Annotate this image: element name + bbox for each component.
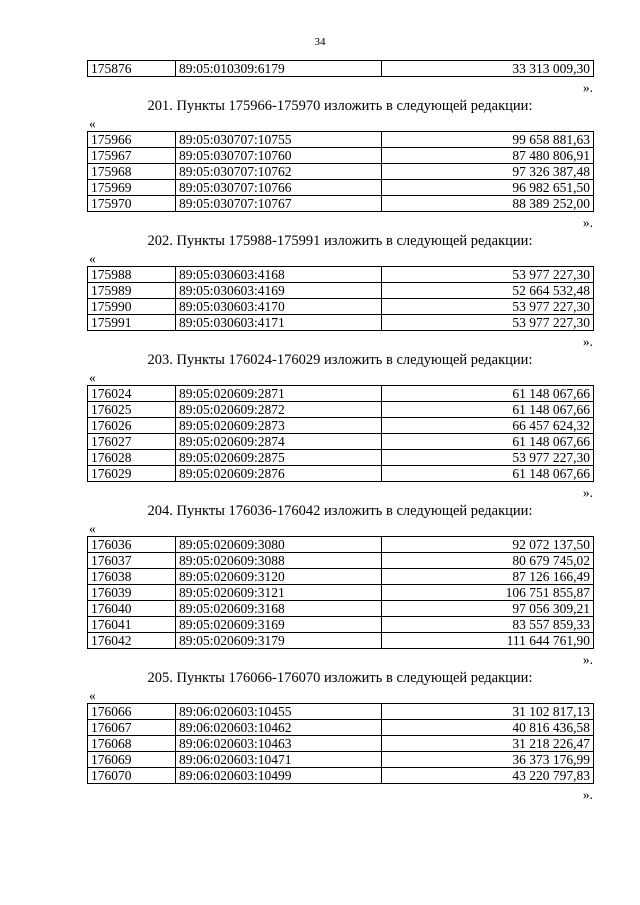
item-number-cell: 175988	[88, 267, 176, 283]
cadastral-number-cell: 89:05:020609:3169	[176, 617, 382, 633]
section-heading: 205. Пункты 176066-176070 изложить в следующей редакции:	[147, 670, 533, 686]
table-row	[88, 402, 594, 418]
document-body	[87, 60, 593, 803]
section-heading: 203. Пункты 176024-176029 изложить в следующей редакции:	[147, 352, 533, 368]
value-cell: 53 977 227,30	[382, 299, 594, 315]
cadastral-number-cell: 89:05:020609:2876	[176, 466, 382, 482]
amendment-section	[87, 668, 593, 803]
cadastral-number-cell: 89:05:020609:3179	[176, 633, 382, 649]
value-cell: 52 664 532,48	[382, 283, 594, 299]
cadastral-number-cell: 89:05:030707:10762	[176, 164, 382, 180]
item-number-cell: 175989	[88, 283, 176, 299]
item-number-cell: 176067	[88, 720, 176, 736]
cadastral-number-cell: 89:05:030603:4170	[176, 299, 382, 315]
table-row	[88, 768, 594, 784]
value-cell: 83 557 859,33	[382, 617, 594, 633]
table-row	[88, 196, 594, 212]
table-row	[88, 466, 594, 482]
cadastral-number-cell: 89:05:020609:3120	[176, 569, 382, 585]
closing-quote: ».	[582, 485, 593, 500]
value-cell: 53 977 227,30	[382, 315, 594, 331]
table-row	[88, 180, 594, 196]
table-row	[88, 736, 594, 752]
value-cell: 31 102 817,13	[382, 704, 594, 720]
value-cell: 96 982 651,50	[382, 180, 594, 196]
value-cell: 97 056 309,21	[382, 601, 594, 617]
cadastral-number-cell: 89:05:020609:2874	[176, 434, 382, 450]
section-heading: 201. Пункты 175966-175970 изложить в следующей редакции:	[147, 98, 533, 114]
top-table-body	[88, 61, 594, 77]
cadastral-number-cell: 89:05:020609:3088	[176, 553, 382, 569]
table-row	[88, 299, 594, 315]
value-cell: 97 326 387,48	[382, 164, 594, 180]
item-number-cell: 175968	[88, 164, 176, 180]
section-table	[87, 385, 594, 482]
value-cell: 43 220 797,83	[382, 768, 594, 784]
cadastral-number-cell: 89:06:020603:10455	[176, 704, 382, 720]
closing-quote: ».	[582, 215, 593, 230]
item-number-cell: 175991	[88, 315, 176, 331]
table-row	[88, 617, 594, 633]
section-heading: 204. Пункты 176036-176042 изложить в следующей редакции:	[147, 503, 533, 519]
closing-quote: ».	[582, 80, 593, 95]
section-table	[87, 536, 594, 649]
table-row	[88, 148, 594, 164]
value-cell: 31 218 226,47	[382, 736, 594, 752]
table-row	[88, 720, 594, 736]
value-cell: 111 644 761,90	[382, 633, 594, 649]
item-number-cell: 175970	[88, 196, 176, 212]
value-cell: 87 126 166,49	[382, 569, 594, 585]
table-row	[88, 633, 594, 649]
table-row	[88, 704, 594, 720]
amendment-section	[87, 350, 593, 501]
value-cell: 88 389 252,00	[382, 196, 594, 212]
item-number-cell: 175969	[88, 180, 176, 196]
item-number-cell: 175990	[88, 299, 176, 315]
value-cell: 87 480 806,91	[382, 148, 594, 164]
item-number-cell: 176029	[88, 466, 176, 482]
cadastral-number-cell: 89:06:020603:10471	[176, 752, 382, 768]
item-number-cell: 176038	[88, 569, 176, 585]
cadastral-number-cell: 89:05:030603:4169	[176, 283, 382, 299]
item-number-cell: 176028	[88, 450, 176, 466]
cadastral-number-cell: 89:06:020603:10462	[176, 720, 382, 736]
opening-quote: «	[89, 370, 96, 385]
value-cell: 33 313 009,30	[382, 61, 594, 77]
table-row	[88, 585, 594, 601]
table-row	[88, 386, 594, 402]
opening-quote: «	[89, 116, 96, 131]
value-cell: 61 148 067,66	[382, 466, 594, 482]
table-row	[88, 315, 594, 331]
item-number-cell: 175967	[88, 148, 176, 164]
cadastral-number-cell: 89:05:030707:10760	[176, 148, 382, 164]
closing-quote: ».	[582, 334, 593, 349]
cadastral-number-cell: 89:05:030603:4168	[176, 267, 382, 283]
cadastral-number-cell: 89:05:020609:3168	[176, 601, 382, 617]
cadastral-number-cell: 89:05:030707:10767	[176, 196, 382, 212]
opening-quote: «	[89, 251, 96, 266]
item-number-cell: 176025	[88, 402, 176, 418]
cadastral-number-cell: 89:05:020609:2873	[176, 418, 382, 434]
amendment-sections	[87, 96, 593, 803]
table-row	[88, 418, 594, 434]
item-number-cell: 176036	[88, 537, 176, 553]
opening-quote: «	[89, 521, 96, 536]
cadastral-number-cell: 89:05:010309:6179	[176, 61, 382, 77]
item-number-cell: 175966	[88, 132, 176, 148]
table-row	[88, 61, 594, 77]
cadastral-number-cell: 89:05:030707:10755	[176, 132, 382, 148]
table-row	[88, 132, 594, 148]
value-cell: 40 816 436,58	[382, 720, 594, 736]
cadastral-number-cell: 89:05:020609:2872	[176, 402, 382, 418]
value-cell: 61 148 067,66	[382, 402, 594, 418]
value-cell: 99 658 881,63	[382, 132, 594, 148]
item-number-cell: 176041	[88, 617, 176, 633]
item-number-cell: 176027	[88, 434, 176, 450]
table-row	[88, 267, 594, 283]
table-row	[88, 164, 594, 180]
top-table	[87, 60, 594, 77]
section-table	[87, 266, 594, 331]
cadastral-number-cell: 89:05:020609:2875	[176, 450, 382, 466]
item-number-cell: 176069	[88, 752, 176, 768]
closing-quote: ».	[582, 652, 593, 667]
value-cell: 61 148 067,66	[382, 386, 594, 402]
amendment-section	[87, 96, 593, 231]
value-cell: 53 977 227,30	[382, 450, 594, 466]
section-heading: 202. Пункты 175988-175991 изложить в следующей редакции:	[147, 233, 533, 249]
cadastral-number-cell: 89:06:020603:10463	[176, 736, 382, 752]
page-number: 34	[314, 36, 326, 48]
item-number-cell: 176026	[88, 418, 176, 434]
item-number-cell: 175876	[88, 61, 176, 77]
table-row	[88, 450, 594, 466]
value-cell: 53 977 227,30	[382, 267, 594, 283]
section-table	[87, 703, 594, 784]
value-cell: 36 373 176,99	[382, 752, 594, 768]
table-row	[88, 601, 594, 617]
value-cell: 92 072 137,50	[382, 537, 594, 553]
table-row	[88, 752, 594, 768]
cadastral-number-cell: 89:05:030707:10766	[176, 180, 382, 196]
table-row	[88, 553, 594, 569]
opening-quote: «	[89, 688, 96, 703]
item-number-cell: 176068	[88, 736, 176, 752]
item-number-cell: 176037	[88, 553, 176, 569]
amendment-section	[87, 231, 593, 350]
value-cell: 80 679 745,02	[382, 553, 594, 569]
table-row	[88, 569, 594, 585]
section-table	[87, 131, 594, 212]
cadastral-number-cell: 89:05:030603:4171	[176, 315, 382, 331]
item-number-cell: 176070	[88, 768, 176, 784]
amendment-section	[87, 501, 593, 668]
item-number-cell: 176042	[88, 633, 176, 649]
table-row	[88, 283, 594, 299]
cadastral-number-cell: 89:05:020609:2871	[176, 386, 382, 402]
item-number-cell: 176024	[88, 386, 176, 402]
table-row	[88, 434, 594, 450]
table-row	[88, 537, 594, 553]
item-number-cell: 176040	[88, 601, 176, 617]
item-number-cell: 176066	[88, 704, 176, 720]
value-cell: 66 457 624,32	[382, 418, 594, 434]
closing-quote: ».	[582, 787, 593, 802]
item-number-cell: 176039	[88, 585, 176, 601]
cadastral-number-cell: 89:05:020609:3080	[176, 537, 382, 553]
cadastral-number-cell: 89:05:020609:3121	[176, 585, 382, 601]
cadastral-number-cell: 89:06:020603:10499	[176, 768, 382, 784]
value-cell: 61 148 067,66	[382, 434, 594, 450]
value-cell: 106 751 855,87	[382, 585, 594, 601]
